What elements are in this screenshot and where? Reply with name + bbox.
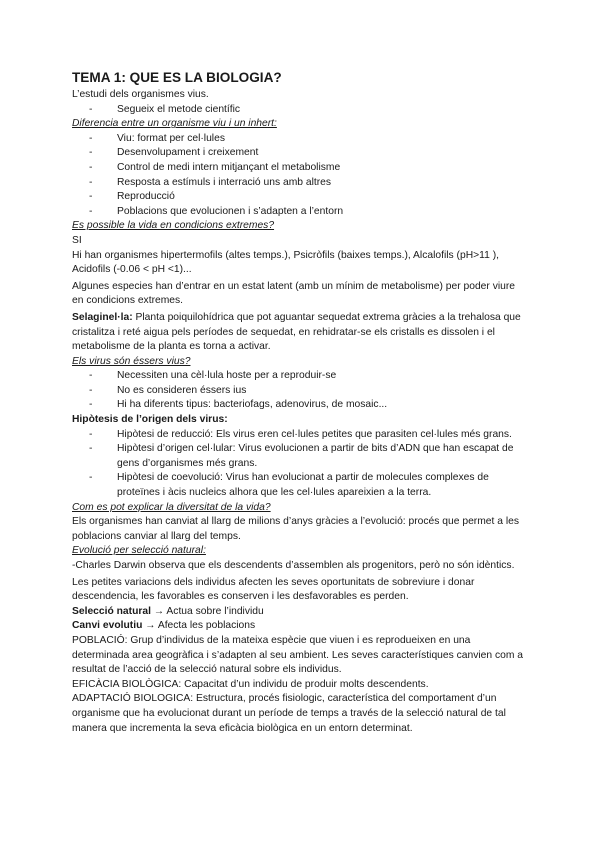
canvi-text: → Afecta les poblacions xyxy=(142,620,256,632)
list-item: - No es consideren éssers ius xyxy=(117,384,528,399)
list-item: - Hi ha diferents tipus: bacteriofags, adenovirus, de mosaic... xyxy=(117,398,528,413)
list-item: - Segueix el metode científic xyxy=(117,103,528,118)
intro-list xyxy=(72,103,528,118)
selaginella-paragraph xyxy=(72,311,528,355)
list-item: - Resposta a estímuls i interració uns amb altres xyxy=(117,176,528,191)
list-item: - Hipòtesi d’origen cel·lular: Virus evolucionen a partir de bits d’ADN que han escapat de gens d’organismes més grans. xyxy=(117,442,528,471)
diferencia-list xyxy=(72,132,528,220)
extremes-paragraph-1: Hi han organismes hipertermofils (altes temps.), Psicròfils (baixes temps.), Alcalofils (pH>11 ), Acidofils (-0.06 < pH <1)... xyxy=(72,249,499,276)
heading-seleccio: Evolució per selecció natural: xyxy=(72,545,206,557)
list-item: - Hipòtesi de reducció: Els virus eren cel·lules petites que parasiten cel·lules més grans. xyxy=(117,428,528,443)
origen-list xyxy=(72,428,528,501)
extremes-paragraph-2: Algunes especies han d’entrar en un estat latent (amb un mínim de metabolisme) per poder viure en condicions extremes. xyxy=(72,280,516,307)
adaptacio-paragraph: ADAPTACIÓ BIOLOGICA: Estructura, procés fisiologic, característica del comportament d’un organisme que ha evolucionat durant un període de temps a través de la selecció natural de tal manera que incrementa la seva eficàcia biològica en un entorn determinat. xyxy=(72,693,506,734)
list-item: - Hipòtesi de coevolució: Virus han evolucionat a partir de molecules complexes de proteïnes i àcis nucleics alhora que les cel·lules apareixien a la terra. xyxy=(117,471,528,500)
list-item: - Necessiten una cèl·lula hoste per a reproduir-se xyxy=(117,369,528,384)
list-item: - Desenvolupament i creixement xyxy=(117,146,528,161)
heading-origen: Hipòtesis de l’origen dels virus: xyxy=(72,414,228,426)
seleccio-text: → Actua sobre l’individu xyxy=(150,605,264,617)
list-item: - Viu: format per cel·lules xyxy=(117,132,528,147)
intro-text: L’estudi dels organismes vius. xyxy=(72,89,209,100)
eficacia-paragraph: EFICÀCIA BIOLÒGICA: Capacitat d’un individu de produir molts descendents. xyxy=(72,678,429,690)
canvi-term: Canvi evolutiu xyxy=(72,620,143,632)
poblacio-paragraph: POBLACIÓ: Grup d’individus de la mateixa espècie que viuen i es reprodueixen en una determinada area geogràfica i s’adapten al seu ambient. Les seves característiques canvien com a resultat de l’acció de la selecció natural sobre els individus. xyxy=(72,634,524,676)
heading-diferencia: Diferencia entre un organisme viu i un inhert: xyxy=(72,118,277,130)
list-item: - Control de medi intern mitjançant el metabolisme xyxy=(117,161,528,176)
diversitat-paragraph: Els organismes han canviat al llarg de milions d’anys gràcies a l’evolució: procés que permet a les poblacions canviar al llarg del temps. xyxy=(72,516,519,542)
heading-extremes: Es possible la vida en condicions extremes? xyxy=(72,220,275,232)
virus-list xyxy=(72,369,528,413)
list-item: - Poblacions que evolucionen i s’adapten a l’entorn xyxy=(117,205,528,220)
selaginella-term: Selaginel·la: xyxy=(72,311,133,323)
seleccio-line xyxy=(72,605,528,620)
list-item: - Reproducció xyxy=(117,190,528,205)
heading-virus: Els virus són éssers vius? xyxy=(72,355,191,367)
seleccio-term: Selecció natural xyxy=(72,605,151,617)
darwin-paragraph: -Charles Darwin observa que els descendents d’assemblen als progenitors, però no són idèntics. xyxy=(72,560,515,571)
heading-diversitat: Com es pot explicar la diversitat de la vida? xyxy=(72,501,271,513)
selaginella-text: Planta poiquilohídrica que pot aguantar sequedat extrema gràcies a la trehalosa que cristalitza i reté aigua pels períodes de sequedat, en rehidratar-se els cristalls es dissolen i el metabolisme de la planta es torna a activar. xyxy=(72,311,521,353)
variacions-paragraph: Les petites variacions dels individus afecten les seves oportunitats de sobreviure i donar descendencia, les favorables es conserven i les desfavorables es perden. xyxy=(72,576,475,603)
extremes-answer: SI xyxy=(72,234,82,246)
page-title: TEMA 1: QUE ES LA BIOLOGIA? xyxy=(72,70,282,85)
canvi-line xyxy=(72,619,528,634)
